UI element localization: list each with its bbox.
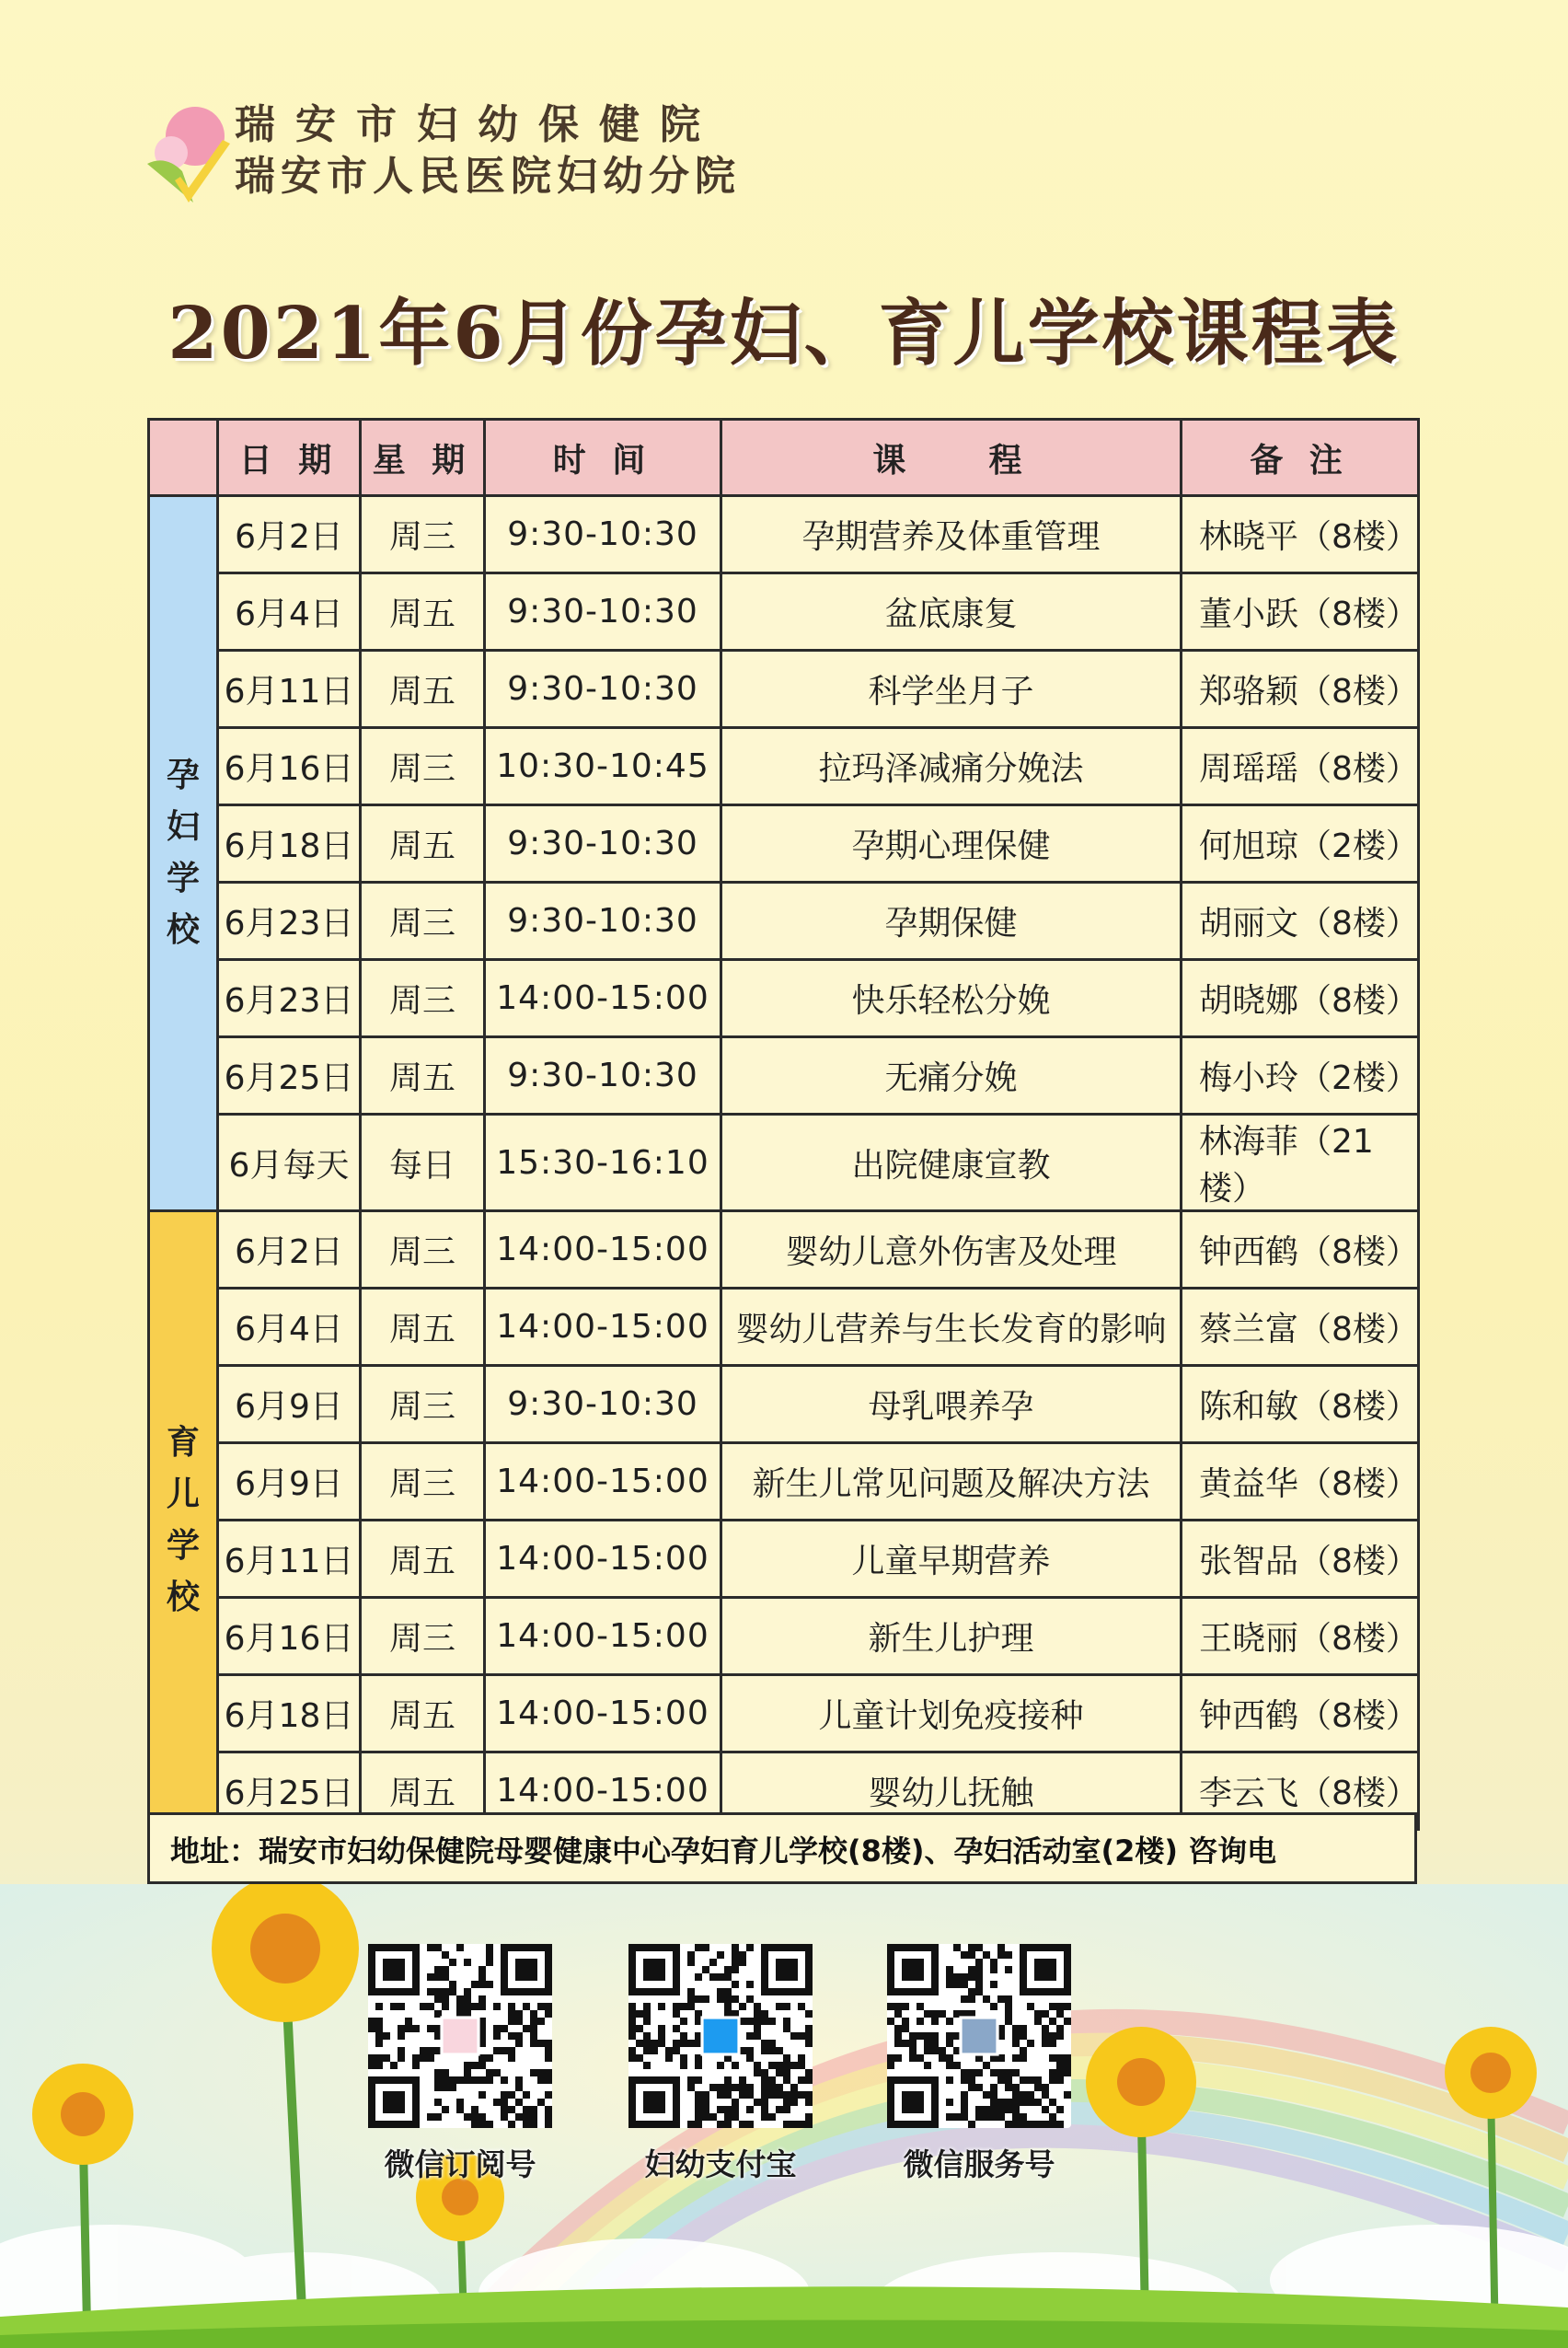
table-row (149, 1366, 1419, 1443)
time-cell: 14:00-15:00 (485, 1752, 721, 1830)
course-cell: 新生儿护理 (721, 1598, 1182, 1675)
weekday-cell: 周五 (361, 1521, 485, 1598)
table-row (149, 728, 1419, 805)
weekday-cell: 周五 (361, 1675, 485, 1752)
qr-code-block[interactable] (368, 1944, 552, 2184)
time-cell: 14:00-15:00 (485, 1289, 721, 1366)
date-cell: 6月18日 (218, 1675, 361, 1752)
header-blank (149, 420, 218, 496)
course-cell: 婴幼儿意外伤害及处理 (721, 1211, 1182, 1289)
date-cell: 6月23日 (218, 960, 361, 1037)
time-cell: 14:00-15:00 (485, 1211, 721, 1289)
weekday-cell: 周五 (361, 805, 485, 883)
header-date: 日 期 (218, 420, 361, 496)
note-cell: 胡丽文（8楼） (1182, 883, 1419, 960)
time-cell: 14:00-15:00 (485, 1521, 721, 1598)
alipay-icon (702, 2018, 739, 2054)
date-cell: 6月2日 (218, 1211, 361, 1289)
pregnant-school-label-char: 孕 (166, 757, 200, 794)
note-cell: 王晓丽（8楼） (1182, 1598, 1419, 1675)
course-cell: 孕期保健 (721, 883, 1182, 960)
course-cell: 儿童计划免疫接种 (721, 1675, 1182, 1752)
date-cell: 6月9日 (218, 1443, 361, 1521)
note-cell: 何旭琼（2楼） (1182, 805, 1419, 883)
time-cell: 9:30-10:30 (485, 883, 721, 960)
table-row (149, 1037, 1419, 1115)
table-row (149, 1598, 1419, 1675)
parenting-school-label-char: 儿 (166, 1475, 200, 1513)
table-row (149, 883, 1419, 960)
table-row (149, 805, 1419, 883)
table-row (149, 960, 1419, 1037)
course-schedule-table (147, 418, 1420, 1831)
time-cell: 9:30-10:30 (485, 573, 721, 651)
note-cell: 钟西鹤（8楼） (1182, 1211, 1419, 1289)
note-cell: 董小跃（8楼） (1182, 573, 1419, 651)
qr-code-label: 妇幼支付宝 (644, 2146, 797, 2182)
table-row (149, 1115, 1419, 1211)
time-cell: 9:30-10:30 (485, 1366, 721, 1443)
note-cell: 张智品（8楼） (1182, 1521, 1419, 1598)
header-time: 时 间 (485, 420, 721, 496)
parenting-school-label (149, 1211, 218, 1830)
time-cell: 9:30-10:30 (485, 805, 721, 883)
qr-code-block[interactable] (628, 1944, 813, 2184)
course-cell: 婴幼儿抚触 (721, 1752, 1182, 1830)
date-cell: 6月16日 (218, 1598, 361, 1675)
table-row (149, 573, 1419, 651)
weekday-cell: 周三 (361, 883, 485, 960)
address-bar: 地址：瑞安市妇幼保健院母婴健康中心孕妇育儿学校(8楼)、孕妇活动室(2楼) 咨询电 (147, 1812, 1417, 1884)
page-title: 2021年6月份孕妇、育儿学校课程表 (167, 292, 1401, 376)
course-cell: 母乳喂养孕 (721, 1366, 1182, 1443)
course-cell: 孕期营养及体重管理 (721, 496, 1182, 573)
date-cell: 6月2日 (218, 496, 361, 573)
course-cell: 无痛分娩 (721, 1037, 1182, 1115)
note-cell: 蔡兰富（8楼） (1182, 1289, 1419, 1366)
note-cell: 林晓平（8楼） (1182, 496, 1419, 573)
course-cell: 孕期心理保健 (721, 805, 1182, 883)
weekday-cell: 每日 (361, 1115, 485, 1211)
date-cell: 6月4日 (218, 1289, 361, 1366)
date-cell: 6月11日 (218, 651, 361, 728)
time-cell: 9:30-10:30 (485, 1037, 721, 1115)
hospital-names (235, 99, 741, 202)
note-cell: 郑骆颖（8楼） (1182, 651, 1419, 728)
time-cell: 14:00-15:00 (485, 1598, 721, 1675)
parenting-school-label-char: 育 (166, 1423, 200, 1462)
hospital-logo-icon (442, 2018, 478, 2054)
weekday-cell: 周三 (361, 1443, 485, 1521)
course-cell: 快乐轻松分娩 (721, 960, 1182, 1037)
weekday-cell: 周五 (361, 1037, 485, 1115)
time-cell: 14:00-15:00 (485, 960, 721, 1037)
course-cell: 新生儿常见问题及解决方法 (721, 1443, 1182, 1521)
weekday-cell: 周五 (361, 651, 485, 728)
note-cell: 钟西鹤（8楼） (1182, 1675, 1419, 1752)
time-cell: 15:30-16:10 (485, 1115, 721, 1211)
table-row (149, 1211, 1419, 1289)
weekday-cell: 周三 (361, 960, 485, 1037)
time-cell: 14:00-15:00 (485, 1675, 721, 1752)
date-cell: 6月25日 (218, 1752, 361, 1830)
building-icon (961, 2018, 997, 2054)
table-row (149, 496, 1419, 573)
time-cell: 10:30-10:45 (485, 728, 721, 805)
qr-code-icon[interactable] (628, 1944, 813, 2128)
date-cell: 6月4日 (218, 573, 361, 651)
parenting-school-label-char: 校 (166, 1578, 200, 1616)
header-weekday: 星 期 (361, 420, 485, 496)
weekday-cell: 周五 (361, 573, 485, 651)
course-cell: 盆底康复 (721, 573, 1182, 651)
header-note: 备 注 (1182, 420, 1419, 496)
table-row (149, 1443, 1419, 1521)
date-cell: 6月11日 (218, 1521, 361, 1598)
hospital-logo-icon (138, 99, 239, 210)
pregnant-school-label-char: 学 (166, 860, 200, 897)
date-cell: 6月每天 (218, 1115, 361, 1211)
weekday-cell: 周五 (361, 1289, 485, 1366)
weekday-cell: 周五 (361, 1752, 485, 1830)
weekday-cell: 周三 (361, 1366, 485, 1443)
table-header-row (149, 420, 1419, 496)
table-row (149, 1675, 1419, 1752)
course-cell: 出院健康宣教 (721, 1115, 1182, 1211)
course-cell: 科学坐月子 (721, 651, 1182, 728)
course-cell: 拉玛泽减痛分娩法 (721, 728, 1182, 805)
note-cell: 李云飞（8楼） (1182, 1752, 1419, 1830)
qr-code-icon[interactable] (368, 1944, 552, 2128)
note-cell: 胡晓娜（8楼） (1182, 960, 1419, 1037)
table-row (149, 1289, 1419, 1366)
time-cell: 9:30-10:30 (485, 651, 721, 728)
weekday-cell: 周三 (361, 496, 485, 573)
qr-code-label: 微信订阅号 (384, 2146, 536, 2182)
weekday-cell: 周三 (361, 1598, 485, 1675)
parenting-school-label-char: 学 (166, 1526, 200, 1565)
pregnant-school-label-char: 校 (166, 911, 200, 949)
pregnant-school-label-char: 妇 (166, 808, 200, 846)
note-cell: 周瑶瑶（8楼） (1182, 728, 1419, 805)
date-cell: 6月25日 (218, 1037, 361, 1115)
date-cell: 6月18日 (218, 805, 361, 883)
hospital-name-primary: 瑞安市妇幼保健院 (235, 101, 721, 148)
pregnant-school-label (149, 496, 218, 1211)
note-cell: 林海菲（21楼） (1182, 1115, 1419, 1211)
qr-code-icon[interactable] (887, 1944, 1071, 2128)
weekday-cell: 周三 (361, 1211, 485, 1289)
note-cell: 陈和敏（8楼） (1182, 1366, 1419, 1443)
note-cell: 梅小玲（2楼） (1182, 1037, 1419, 1115)
header-course: 课 程 (721, 420, 1182, 496)
weekday-cell: 周三 (361, 728, 485, 805)
date-cell: 6月16日 (218, 728, 361, 805)
table-row (149, 651, 1419, 728)
course-cell: 儿童早期营养 (721, 1521, 1182, 1598)
qr-code-block[interactable] (887, 1944, 1071, 2184)
qr-code-label: 微信服务号 (903, 2146, 1055, 2182)
date-cell: 6月23日 (218, 883, 361, 960)
hospital-name-secondary: 瑞安市人民医院妇幼分院 (235, 153, 741, 200)
note-cell: 黄益华（8楼） (1182, 1443, 1419, 1521)
time-cell: 14:00-15:00 (485, 1443, 721, 1521)
table-row (149, 1521, 1419, 1598)
time-cell: 9:30-10:30 (485, 496, 721, 573)
course-cell: 婴幼儿营养与生长发育的影响 (721, 1289, 1182, 1366)
date-cell: 6月9日 (218, 1366, 361, 1443)
